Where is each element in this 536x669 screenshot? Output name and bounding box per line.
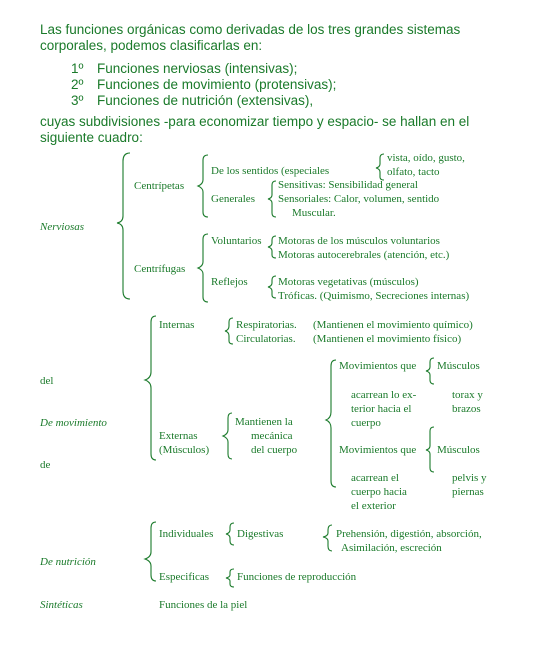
label-externas: Externas [159, 430, 198, 442]
generales-item-3: Muscular. [292, 207, 336, 219]
label-reflejos: Reflejos [211, 276, 248, 288]
brace-externas [223, 413, 232, 459]
intro-line-4: siguiente cuadro: [40, 130, 143, 145]
brace-nerviosas [117, 153, 130, 299]
intro-line-1: Las funciones orgánicas como derivadas de los tres grandes sistemas [40, 22, 461, 37]
label-generales: Generales [211, 193, 255, 205]
mantienen-line-3: del cuerpo [251, 444, 298, 456]
especificas-item: Funciones de reproducción [237, 571, 357, 583]
reflejos-item-1: Motoras vegetativas (músculos) [278, 276, 419, 288]
mov2-musc-line-1: pelvis y [452, 472, 487, 484]
generales-item-2: Sensoriales: Calor, volumen, sentido [278, 193, 440, 205]
list-item-3-num: 3º [71, 93, 84, 108]
brace-centrifugas [198, 234, 208, 302]
mov1-musculos: Músculos [437, 360, 480, 372]
mantienen-line-2: mecánica [251, 430, 293, 442]
brace-mantienen [326, 360, 336, 487]
reflejos-item-2: Tróficas. (Quimismo, Secreciones internas) [278, 290, 470, 302]
label-de-nutricion: De nutrición [40, 556, 96, 568]
digestivas-item-1: Prehensión, digestión, absorción, [336, 528, 482, 540]
label-centrifugas: Centrífugas [134, 263, 186, 275]
list-item-1-num: 1º [71, 61, 84, 76]
label-nerviosas: Nerviosas [40, 221, 84, 233]
mantienen-line-1: Mantienen la [235, 416, 293, 428]
brace-centripetas [198, 155, 208, 217]
brace-reflejos [268, 276, 276, 298]
digestivas-item-2: Asimilación, escreción [341, 542, 442, 554]
sentidos-item-1: vista, oído, gusto, [387, 152, 465, 164]
brace-nutricion [145, 522, 156, 581]
brace-generales [268, 181, 276, 217]
brace-digestivas [323, 525, 332, 551]
list-item-2-text: Funciones de movimiento (protensivas); [97, 77, 337, 92]
mov2-label: Movimientos que [339, 444, 417, 456]
mov1-line-1: acarrean lo ex- [351, 389, 417, 401]
voluntarios-item-2: Motoras autocerebrales (atención, etc.) [278, 249, 450, 261]
internas-name-1: Respiratorias. [236, 319, 297, 331]
list-item-3-text: Funciones de nutrición (extensivas), [97, 93, 314, 108]
intro-line-2: corporales, podemos clasificarlas en: [40, 38, 263, 53]
mov2-musculos: Músculos [437, 444, 480, 456]
label-especificas: Especificas [159, 571, 210, 583]
label-sentidos: De los sentidos (especiales [211, 165, 330, 177]
sentidos-item-2: olfato, tacto [387, 166, 440, 178]
brace-internas [225, 318, 233, 344]
mov1-label: Movimientos que [339, 360, 417, 372]
list-item-1-text: Funciones nerviosas (intensivas); [97, 61, 298, 76]
mov1-line-3: cuerpo [351, 417, 381, 429]
brace-movimiento [145, 316, 156, 460]
generales-item-1: Sensitivas: Sensibilidad general [278, 179, 418, 191]
list-item-2-num: 2º [71, 77, 84, 92]
mov2-musc-line-2: piernas [452, 486, 484, 498]
brace-mov2 [426, 427, 434, 472]
mov1-musc-line-1: torax y [452, 389, 483, 401]
label-individuales: Individuales [159, 528, 214, 540]
mov2-line-1: acarrean el [351, 472, 399, 484]
mov1-musc-line-2: brazos [452, 403, 481, 415]
brace-mov1 [426, 358, 434, 384]
voluntarios-item-1: Motoras de los músculos voluntarios [278, 235, 440, 247]
label-voluntarios: Voluntarios [211, 235, 262, 247]
brace-especificas [226, 569, 234, 587]
mov1-line-2: terior hacia el [351, 403, 412, 415]
label-centripetas: Centrípetas [134, 180, 185, 192]
label-sinteticas: Sintéticas [40, 599, 83, 611]
mov2-line-2: cuerpo hacia [351, 486, 407, 498]
internas-name-2: Circulatorias. [236, 333, 296, 345]
label-de-movimiento: De movimiento [40, 417, 107, 429]
sinteticas-item: Funciones de la piel [159, 599, 248, 611]
label-digestivas: Digestivas [237, 528, 284, 540]
brace-individuales [226, 523, 234, 545]
label-del: del [40, 375, 54, 387]
brace-sentidos [376, 154, 384, 180]
label-musculos: (Músculos) [159, 444, 210, 456]
internas-desc-2: (Mantienen el movimiento físico) [313, 333, 462, 345]
internas-desc-1: (Mantienen el movimiento químico) [313, 319, 473, 331]
intro-line-3: cuyas subdivisiones -para economizar tiempo y espacio- se hallan en el [40, 114, 470, 129]
label-de: de [40, 459, 51, 471]
label-internas: Internas [159, 319, 195, 331]
mov2-line-3: el exterior [351, 500, 396, 512]
brace-voluntarios [268, 236, 276, 258]
